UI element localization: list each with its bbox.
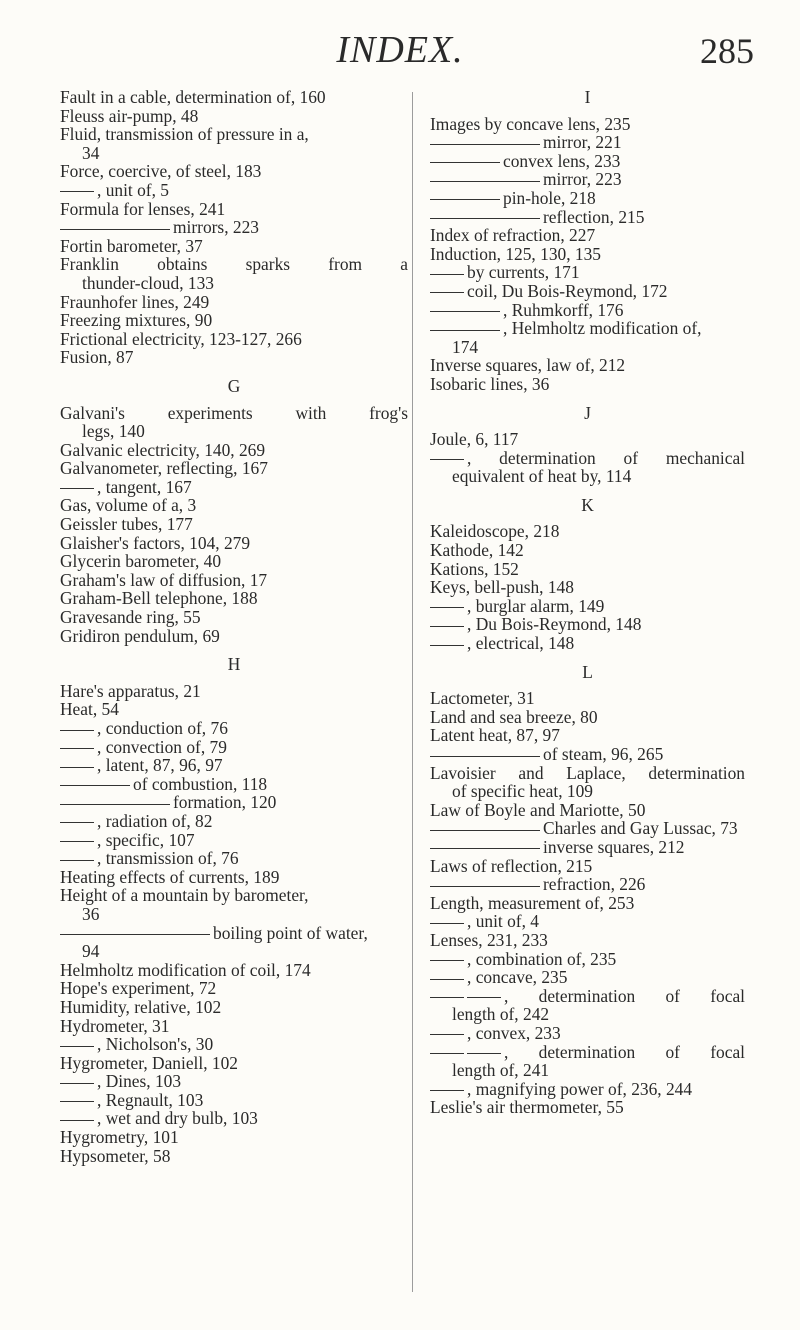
index-entry: 34 bbox=[82, 142, 100, 163]
index-entry: , Helmholtz modification of, bbox=[430, 319, 745, 338]
section-letter-h: H bbox=[227, 654, 241, 675]
index-entry: pin-hole, 218 bbox=[430, 189, 745, 208]
index-entry: Induction, 125, 130, 135 bbox=[430, 243, 601, 264]
index-entry: inverse squares, 212 bbox=[430, 838, 745, 857]
index-entry: , unit of, 4 bbox=[430, 912, 745, 931]
index-entry: Lactometer, 31 bbox=[430, 688, 535, 709]
index-entry: , wet and dry bulb, 103 bbox=[60, 1109, 408, 1128]
index-entry: of combustion, 118 bbox=[60, 775, 408, 794]
index-entry: , Du Bois-Reymond, 148 bbox=[430, 615, 745, 634]
index-entry: Land and sea breeze, 80 bbox=[430, 706, 598, 727]
index-entry: , convection of, 79 bbox=[60, 738, 408, 757]
index-entry: Joule, 6, 117 bbox=[430, 429, 519, 450]
index-entry: , concave, 235 bbox=[430, 968, 745, 987]
index-entry: Images by concave lens, 235 bbox=[430, 113, 631, 134]
index-entry: Hope's experiment, 72 bbox=[60, 978, 217, 999]
index-entry: Law of Boyle and Mariotte, 50 bbox=[430, 799, 646, 820]
index-entry: Formula for lenses, 241 bbox=[60, 198, 226, 219]
index-entry: reflection, 215 bbox=[430, 208, 745, 227]
index-entry: refraction, 226 bbox=[430, 875, 745, 894]
index-entry: , burglar alarm, 149 bbox=[430, 597, 745, 616]
index-entry: thunder-cloud, 133 bbox=[82, 272, 214, 293]
index-entry: Fault in a cable, determination of, 160 bbox=[60, 87, 326, 107]
index-entry: , Regnault, 103 bbox=[60, 1091, 408, 1110]
index-entry: Latent heat, 87, 97 bbox=[430, 725, 560, 746]
section-letter-k: K bbox=[581, 494, 594, 515]
index-entry: mirrors, 223 bbox=[60, 218, 408, 237]
index-entry: Lavoisier and Laplace, determination bbox=[430, 762, 745, 783]
index-entry: , determination of mechanical bbox=[430, 449, 745, 468]
index-entry: Galvani's experiments with frog's bbox=[60, 402, 408, 423]
section-letter-g: G bbox=[227, 375, 241, 396]
index-entry: , electrical, 148 bbox=[430, 634, 745, 653]
index-entry: Galvanic electricity, 140, 269 bbox=[60, 439, 266, 460]
index-entry: Keys, bell-push, 148 bbox=[430, 577, 574, 598]
index-entry: , unit of, 5 bbox=[60, 181, 408, 200]
index-entry: convex lens, 233 bbox=[430, 152, 745, 171]
section-letter-i: I bbox=[584, 87, 591, 107]
index-entry: boiling point of water, bbox=[60, 924, 408, 943]
index-entry: Gravesande ring, 55 bbox=[60, 607, 201, 628]
index-entry: , conduction of, 76 bbox=[60, 719, 408, 738]
index-entry: 174 bbox=[452, 336, 479, 357]
index-entry: Fleuss air-pump, 48 bbox=[60, 105, 199, 126]
index-entry: 94 bbox=[82, 941, 100, 962]
index-entry: Kations, 152 bbox=[430, 558, 519, 579]
index-entry: Charles and Gay Lussac, 73 bbox=[430, 819, 745, 838]
page-title: INDEX. bbox=[336, 29, 464, 71]
index-entry: length of, 242 bbox=[452, 1004, 550, 1025]
index-entry: Glaisher's factors, 104, 279 bbox=[60, 532, 251, 553]
index-entry: , convex, 233 bbox=[430, 1024, 745, 1043]
index-entry: 36 bbox=[82, 903, 100, 924]
index-entry: Frictional electricity, 123-127, 266 bbox=[60, 328, 302, 349]
index-entry: , specific, 107 bbox=[60, 831, 408, 850]
index-entry: , latent, 87, 96, 97 bbox=[60, 756, 408, 775]
index-entry: by currents, 171 bbox=[430, 263, 745, 282]
index-entry: equivalent of heat by, 114 bbox=[452, 466, 632, 487]
index-entry: Humidity, relative, 102 bbox=[60, 996, 222, 1017]
index-entry: Graham-Bell telephone, 188 bbox=[60, 588, 258, 609]
index-entry: , determination of focal bbox=[430, 1043, 745, 1062]
section-letter-l: L bbox=[582, 661, 593, 682]
index-entry: Hygrometer, Daniell, 102 bbox=[60, 1052, 238, 1073]
index-entry: Galvanometer, reflecting, 167 bbox=[60, 458, 268, 479]
index-entry: Hygrometry, 101 bbox=[60, 1127, 179, 1148]
left-column bbox=[60, 88, 408, 1165]
index-entry: , determination of focal bbox=[430, 987, 745, 1006]
index-entry: Laws of reflection, 215 bbox=[430, 855, 593, 876]
index-entry: Length, measurement of, 253 bbox=[430, 892, 635, 913]
index-entry: , combination of, 235 bbox=[430, 950, 745, 969]
index-entry: Hare's apparatus, 21 bbox=[60, 680, 201, 701]
index-entry: formation, 120 bbox=[60, 793, 408, 812]
index-entry: Glycerin barometer, 40 bbox=[60, 551, 222, 572]
index-entry: , Nicholson's, 30 bbox=[60, 1035, 408, 1054]
index-entry: Force, coercive, of steel, 183 bbox=[60, 161, 262, 182]
index-entry: Height of a mountain by barometer, bbox=[60, 885, 309, 906]
index-entry: mirror, 221 bbox=[430, 133, 745, 152]
page-number: 285 bbox=[700, 31, 754, 71]
index-entry: Fusion, 87 bbox=[60, 347, 134, 368]
index-entry: , Dines, 103 bbox=[60, 1072, 408, 1091]
index-entry: Kathode, 142 bbox=[430, 540, 524, 561]
index-entry: Fluid, transmission of pressure in a, bbox=[60, 124, 309, 145]
index-entry: Lenses, 231, 233 bbox=[430, 929, 548, 950]
index-entry: Helmholtz modification of coil, 174 bbox=[60, 959, 311, 980]
index-entry: Hypsometer, 58 bbox=[60, 1145, 171, 1166]
index-entry: Franklin obtains sparks from a bbox=[60, 254, 408, 275]
index-entry: , magnifying power of, 236, 244 bbox=[430, 1080, 745, 1099]
index-entry: , tangent, 167 bbox=[60, 478, 408, 497]
index-entry: Gas, volume of a, 3 bbox=[60, 495, 197, 516]
index-entry: legs, 140 bbox=[82, 421, 145, 442]
index-entry: mirror, 223 bbox=[430, 170, 745, 189]
index-entry: Heating effects of currents, 189 bbox=[60, 866, 280, 887]
index-entry: , Ruhmkorff, 176 bbox=[430, 301, 745, 320]
index-entry: , transmission of, 76 bbox=[60, 849, 408, 868]
index-entry: of specific heat, 109 bbox=[452, 781, 594, 802]
index-entry: length of, 241 bbox=[452, 1060, 550, 1081]
index-entry: Isobaric lines, 36 bbox=[430, 373, 550, 394]
index-entry: Kaleidoscope, 218 bbox=[430, 521, 560, 542]
index-entry: Leslie's air thermometer, 55 bbox=[430, 1097, 624, 1118]
index-entry: Inverse squares, law of, 212 bbox=[430, 355, 626, 376]
right-column bbox=[430, 88, 745, 1117]
index-entry: Geissler tubes, 177 bbox=[60, 514, 193, 535]
index-entry: Index of refraction, 227 bbox=[430, 225, 596, 246]
index-entry: Gridiron pendulum, 69 bbox=[60, 625, 220, 646]
index-entry: of steam, 96, 265 bbox=[430, 745, 745, 764]
index-entry: Fraunhofer lines, 249 bbox=[60, 291, 210, 312]
index-entry: , radiation of, 82 bbox=[60, 812, 408, 831]
index-entry: coil, Du Bois-Reymond, 172 bbox=[430, 282, 745, 301]
index-entry: Graham's law of diffusion, 17 bbox=[60, 569, 268, 590]
section-letter-j: J bbox=[584, 402, 591, 423]
index-entry: Fortin barometer, 37 bbox=[60, 235, 203, 256]
index-entry: Hydrometer, 31 bbox=[60, 1015, 170, 1036]
index-entry: Freezing mixtures, 90 bbox=[60, 310, 213, 331]
column-divider bbox=[412, 92, 413, 1292]
index-entry: Heat, 54 bbox=[60, 699, 119, 720]
